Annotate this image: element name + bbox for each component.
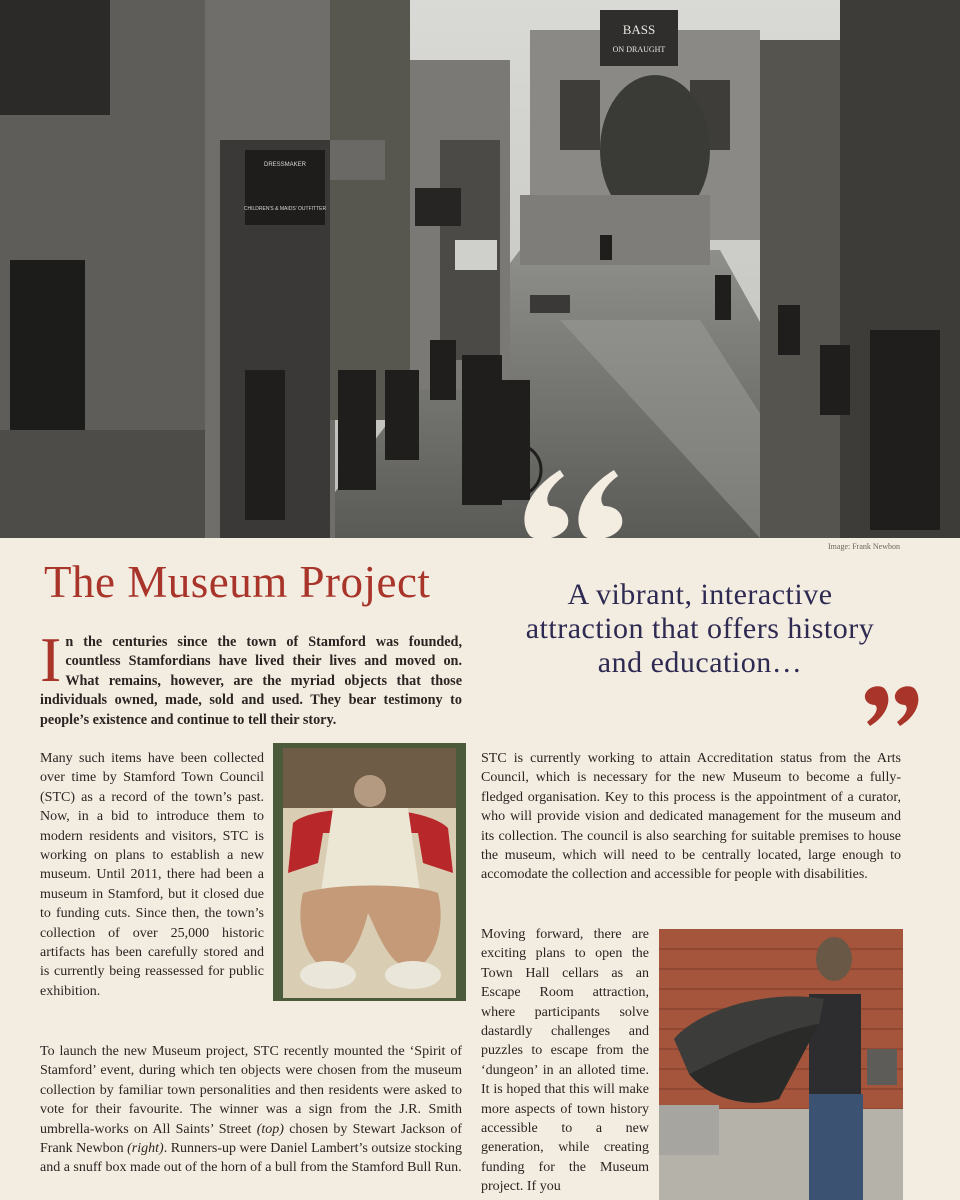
man-holding-umbrella-sign-image	[659, 929, 903, 1200]
drop-cap: I	[40, 624, 62, 695]
body-paragraph-2-text-a: To launch the new Museum project, STC recently mounted the ‘Spirit of Stamford’ event, during which ten objects were chosen from the museum collection by familiar town personalities and then residents were asked to vote for their favourite. The winner was a sign from the J.R. Smith umbrella-works on All Saints’ Street	[40, 1044, 462, 1137]
open-quote-icon	[520, 462, 630, 542]
caption-ref-right: (right)	[127, 1141, 164, 1157]
sign-dressmaker: DRESSMAKER	[263, 162, 307, 168]
stocking-photo	[273, 743, 466, 1001]
article-title: The Museum Project	[44, 557, 431, 607]
sign-on-draught: ON DRAUGHT	[612, 45, 666, 54]
historic-street-photo	[0, 0, 960, 538]
body-paragraph-2-text-c: . Runners-up were Daniel Lambert’s outsize stocking and a snuff box made out of the horn of a bull from the Stamford Bull Run.	[40, 1141, 462, 1176]
lead-paragraph	[40, 624, 462, 730]
close-quote-icon	[862, 686, 922, 728]
body-paragraph-4: Moving forward, there are exciting plans to open the Town Hall cellars as an Escape Room attraction, where participants solve dastardly challenges and puzzles to escape from the ‘dungeon’ in an alloted time. It is hoped that this will make more aspects of town history accessible to a new generation, while creating funding for the Museum project. If you	[481, 927, 649, 1195]
umbrella-sign-photo	[659, 929, 903, 1200]
body-paragraph-2	[40, 1042, 462, 1178]
photo-credit: Image: Frank Newbon	[828, 542, 900, 551]
body-paragraph-1: Many such items have been collected over time by Stamford Town Council (STC) as a record of the town’s past. Now, in a bid to introduce them to modern residents and visitors, STC is working on plans to establish a new museum. Until 2011, there had been a museum in Stamford, but it closed due to funding cuts. Since then, the town’s collection of over 25,000 historic artifacts has been carefully stored and is currently being reassessed for public exhibition.	[40, 751, 264, 999]
caption-ref-top: (top)	[256, 1121, 284, 1137]
body-paragraph-3: STC is currently working to attain Accreditation status from the Arts Council, which is necessary for the new Museum to become a fully-fledged organisation. Key to this process is the appointment of a curator, who will provide vision and dedicated management for the museum and its collection. The council is also searching for suitable premises to house the museum, which will need to be centrally located, large enough to accomodate the collection and accessible for people with disabilities.	[481, 751, 901, 883]
sign-outfitter: CHILDREN'S & MAIDS' OUTFITTER	[243, 206, 327, 212]
hero-photo	[0, 0, 960, 538]
body-paragraph-2-text-b: chosen by Stewart Jackson of Frank Newbon	[40, 1121, 462, 1157]
sign-bass: BASS	[622, 22, 656, 37]
lead-text: n the centuries since the town of Stamford was founded, countless Stamfordians have lived their lives and moved on. What remains, however, are the myriad objects that those individuals owned, made, sold and used. They bear testimony to people’s existence and continue to tell their story.	[40, 634, 462, 728]
pull-quote: A vibrant, interactive attraction that offers history and education…	[525, 578, 875, 679]
man-in-giant-stocking-image	[273, 743, 466, 1001]
